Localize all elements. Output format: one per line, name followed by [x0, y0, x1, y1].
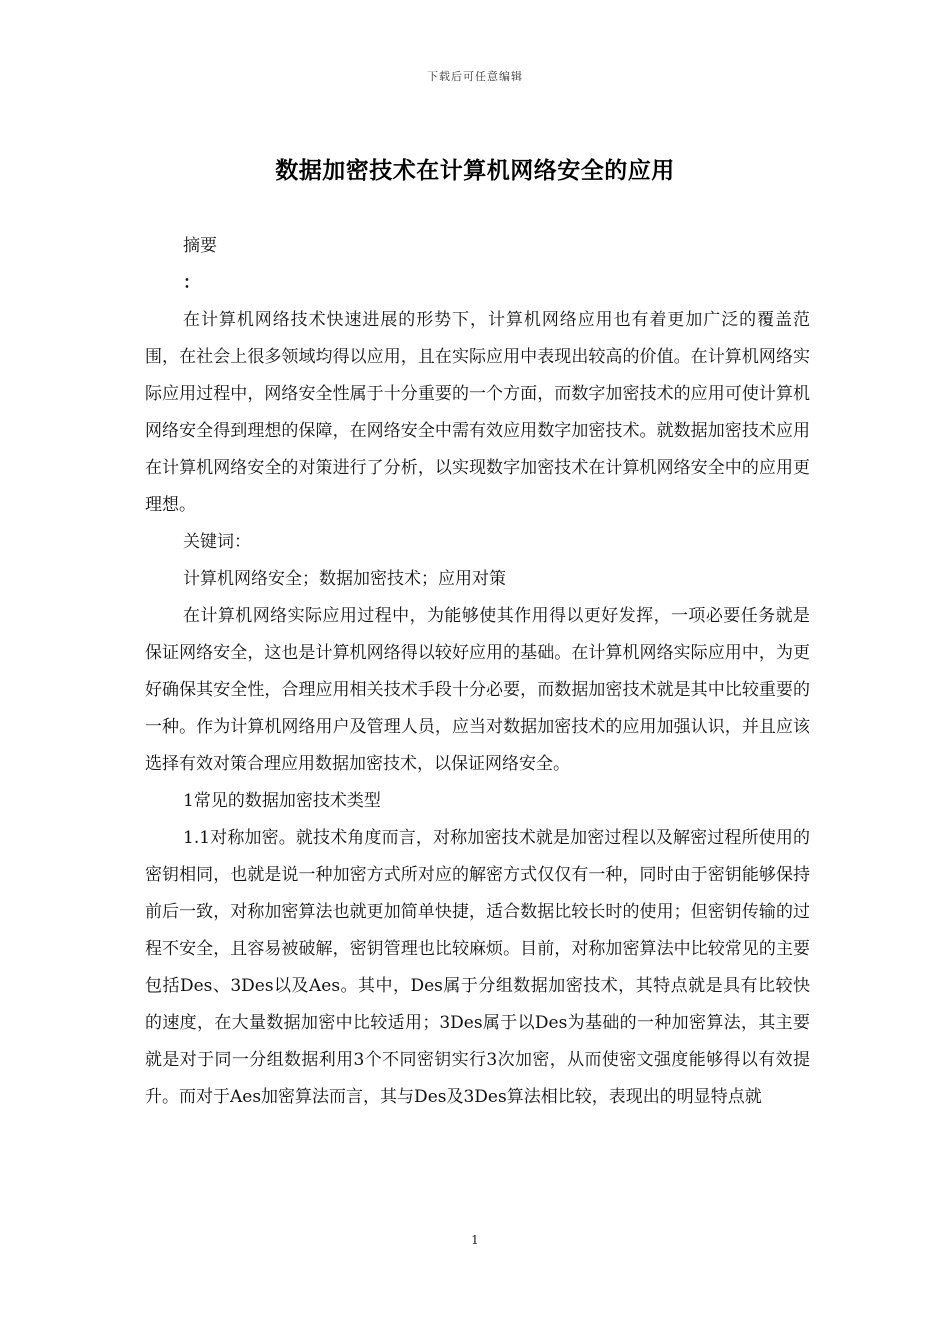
section-heading: 1常见的数据加密技术类型	[183, 791, 381, 811]
document-body	[145, 228, 810, 1116]
abstract-colon: ：	[183, 273, 200, 293]
abstract-label: 摘要	[183, 236, 217, 256]
keywords-label: 关键词：	[183, 532, 251, 552]
page-number: 1	[471, 1233, 479, 1247]
header-note: 下载后可任意编辑	[427, 70, 523, 83]
abstract-paragraph: 在计算机网络技术快速进展的形势下，计算机网络应用也有着更加广泛的覆盖范围，在社会上很多领域均得以应用，且在实际应用中表现出较高的价值。在计算机网络实际应用过程中，网络安全性属于十分重要的一个方面，而数字加密技术的应用可使计算机网络安全得到理想的保障，在网络安全中需有效应用数字加密技术。就数据加密技术应用在计算机网络安全的对策进行了分析，以实现数字加密技术在计算机网络安全中的应用更理想。	[145, 310, 810, 515]
section-paragraph: 1.1对称加密。就技术角度而言，对称加密技术就是加密过程以及解密过程所使用的密钥相同，也就是说一种加密方式所对应的解密方式仅仅有一种，同时由于密钥能够保持前后一致，对称加密算法也就更加简单快捷，适合数据比较长时的使用；但密钥传输的过程不安全，且容易被破解，密钥管理也比较麻烦。目前，对称加密算法中比较常见的主要包括Des、3Des以及Aes。其中，Des属于分组数据加密技术，其特点就是具有比较快的速度，在大量数据加密中比较适用；3Des属于以Des为基础的一种加密算法，其主要就是对于同一分组数据利用3个不同密钥实行3次加密，从而使密文强度能够得以有效提升。而对于Aes加密算法而言，其与Des及3Des算法相比较，表现出的明显特点就	[145, 828, 810, 1107]
document-title: 数据加密技术在计算机网络安全的应用	[275, 158, 675, 184]
keywords-text: 计算机网络安全；数据加密技术；应用对策	[183, 569, 506, 589]
intro-paragraph: 在计算机网络实际应用过程中，为能够使其作用得以更好发挥，一项必要任务就是保证网络安全，这也是计算机网络得以较好应用的基础。在计算机网络实际应用中，为更好确保其安全性，合理应用相关技术手段十分必要，而数据加密技术就是其中比较重要的一种。作为计算机网络用户及管理人员，应当对数据加密技术的应用加强认识，并且应该选择有效对策合理应用数据加密技术，以保证网络安全。	[145, 606, 810, 774]
